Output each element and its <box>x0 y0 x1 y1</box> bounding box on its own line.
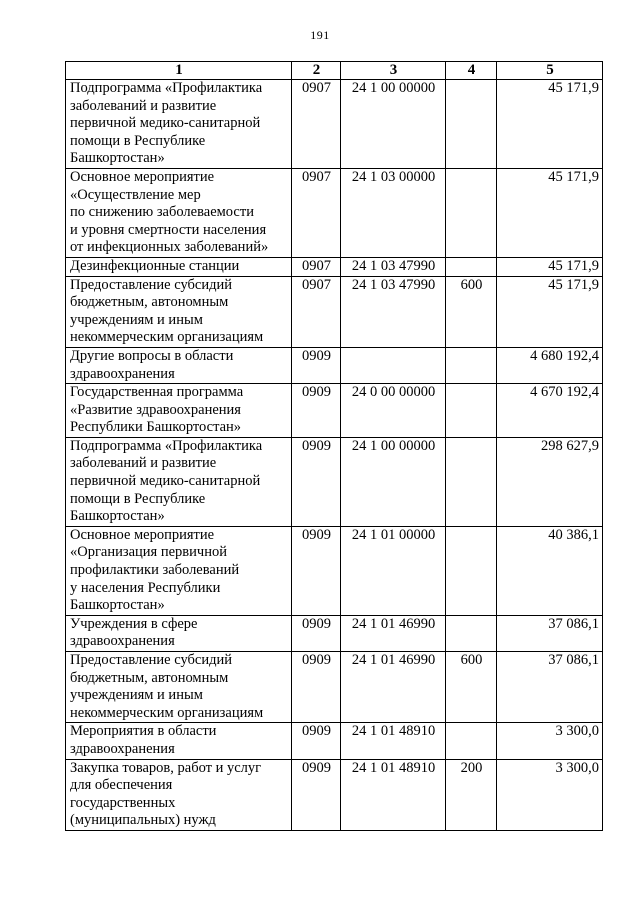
table-row <box>66 168 603 257</box>
row-expense-type-cell <box>446 257 497 276</box>
table-row <box>66 759 603 830</box>
row-name-cell: Основное мероприятие «Организация первичной профилактики заболеваний у населения Республики Башкортостан» <box>66 526 292 615</box>
row-section-code-cell: 0909 <box>292 723 341 759</box>
row-target-article-cell: 24 1 03 47990 <box>341 276 446 347</box>
row-name-cell: Подпрограмма «Профилактика заболеваний и развитие первичной медико-санитарной помощи в Республике Башкортостан» <box>66 80 292 169</box>
row-name-cell: Закупка товаров, работ и услуг для обеспечения государственных (муниципальных) нужд <box>66 759 292 830</box>
table-header <box>66 62 603 80</box>
row-amount-cell: 45 171,9 <box>497 168 603 257</box>
row-amount-cell: 298 627,9 <box>497 437 603 526</box>
row-amount-cell: 4 670 192,4 <box>497 384 603 438</box>
table-row <box>66 652 603 723</box>
row-target-article-cell: 24 1 01 48910 <box>341 759 446 830</box>
row-section-code-cell: 0909 <box>292 437 341 526</box>
row-target-article-cell: 24 1 01 46990 <box>341 652 446 723</box>
row-target-article-cell: 24 1 03 47990 <box>341 257 446 276</box>
header-col-4: 4 <box>446 62 497 80</box>
row-name-cell: Другие вопросы в области здравоохранения <box>66 347 292 383</box>
row-expense-type-cell <box>446 615 497 651</box>
row-expense-type-cell <box>446 437 497 526</box>
table-row <box>66 615 603 651</box>
row-target-article-cell: 24 1 01 46990 <box>341 615 446 651</box>
table-row <box>66 437 603 526</box>
row-section-code-cell: 0909 <box>292 384 341 438</box>
row-section-code-cell: 0909 <box>292 526 341 615</box>
row-target-article-cell: 24 1 01 00000 <box>341 526 446 615</box>
table-row <box>66 347 603 383</box>
header-col-3: 3 <box>341 62 446 80</box>
row-name-cell: Предоставление субсидий бюджетным, автономным учреждениям и иным некоммерческим организациям <box>66 652 292 723</box>
row-section-code-cell: 0907 <box>292 257 341 276</box>
row-section-code-cell: 0907 <box>292 168 341 257</box>
budget-table <box>65 61 603 831</box>
row-amount-cell: 45 171,9 <box>497 80 603 169</box>
row-name-cell: Предоставление субсидий бюджетным, автономным учреждениям и иным некоммерческим организациям <box>66 276 292 347</box>
table-row <box>66 276 603 347</box>
row-amount-cell: 3 300,0 <box>497 759 603 830</box>
row-expense-type-cell <box>446 168 497 257</box>
row-expense-type-cell <box>446 723 497 759</box>
header-row <box>66 62 603 80</box>
row-expense-type-cell <box>446 526 497 615</box>
row-name-cell: Подпрограмма «Профилактика заболеваний и развитие первичной медико-санитарной помощи в Республике Башкортостан» <box>66 437 292 526</box>
row-target-article-cell: 24 1 03 00000 <box>341 168 446 257</box>
table-row <box>66 257 603 276</box>
row-expense-type-cell: 600 <box>446 276 497 347</box>
row-expense-type-cell <box>446 80 497 169</box>
row-section-code-cell: 0907 <box>292 276 341 347</box>
row-target-article-cell: 24 1 00 00000 <box>341 437 446 526</box>
row-target-article-cell: 24 1 01 48910 <box>341 723 446 759</box>
row-name-cell: Учреждения в сфере здравоохранения <box>66 615 292 651</box>
row-target-article-cell: 24 0 00 00000 <box>341 384 446 438</box>
row-name-cell: Мероприятия в области здравоохранения <box>66 723 292 759</box>
row-amount-cell: 3 300,0 <box>497 723 603 759</box>
table-row <box>66 384 603 438</box>
row-amount-cell: 37 086,1 <box>497 652 603 723</box>
row-amount-cell: 45 171,9 <box>497 276 603 347</box>
row-amount-cell: 40 386,1 <box>497 526 603 615</box>
row-section-code-cell: 0909 <box>292 615 341 651</box>
row-amount-cell: 37 086,1 <box>497 615 603 651</box>
row-amount-cell: 45 171,9 <box>497 257 603 276</box>
row-amount-cell: 4 680 192,4 <box>497 347 603 383</box>
row-expense-type-cell: 600 <box>446 652 497 723</box>
row-name-cell: Основное мероприятие «Осуществление мер по снижению заболеваемости и уровня смертности населения от инфекционных заболеваний» <box>66 168 292 257</box>
row-expense-type-cell: 200 <box>446 759 497 830</box>
row-section-code-cell: 0909 <box>292 652 341 723</box>
table-row <box>66 723 603 759</box>
row-expense-type-cell <box>446 347 497 383</box>
header-col-1: 1 <box>66 62 292 80</box>
header-col-5: 5 <box>497 62 603 80</box>
page-number: 191 <box>310 28 330 42</box>
row-section-code-cell: 0909 <box>292 759 341 830</box>
row-expense-type-cell <box>446 384 497 438</box>
table-row <box>66 526 603 615</box>
row-section-code-cell: 0907 <box>292 80 341 169</box>
row-target-article-cell: 24 1 00 00000 <box>341 80 446 169</box>
table-body <box>66 80 603 831</box>
row-name-cell: Государственная программа «Развитие здравоохранения Республики Башкортостан» <box>66 384 292 438</box>
row-section-code-cell: 0909 <box>292 347 341 383</box>
table-row <box>66 80 603 169</box>
row-name-cell: Дезинфекционные станции <box>66 257 292 276</box>
header-col-2: 2 <box>292 62 341 80</box>
row-target-article-cell <box>341 347 446 383</box>
